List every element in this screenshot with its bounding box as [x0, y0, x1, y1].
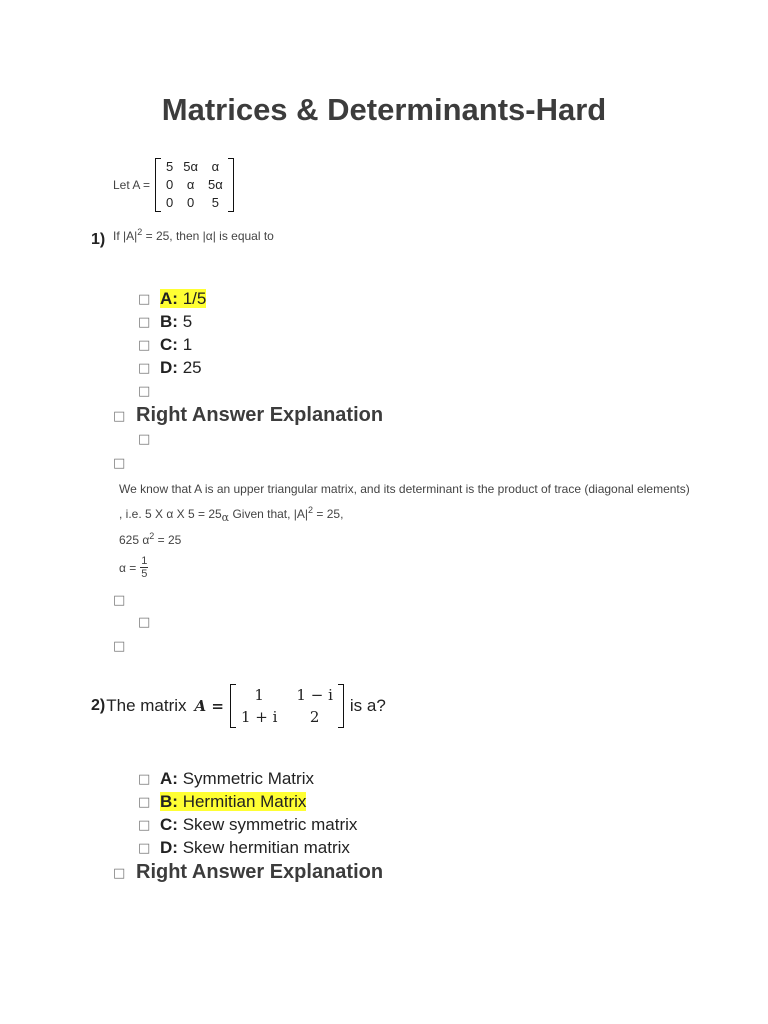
checkbox-icon[interactable]: □ [138, 338, 151, 353]
option-text: 1 [182, 335, 193, 354]
explanation-line-3 [119, 531, 181, 547]
option-d[interactable] [160, 358, 202, 378]
explanation-line-2-prefix: , i.e. 5 X α X 5 = 25 [119, 507, 222, 521]
checkbox-icon[interactable]: □ [138, 361, 151, 376]
option-letter: A: [160, 769, 178, 788]
matrix-cell: 5α [183, 159, 199, 174]
checkbox-icon[interactable]: □ [138, 315, 151, 330]
option-a[interactable] [160, 769, 314, 789]
explanation-alpha: α [221, 511, 230, 524]
option-text: 25 [182, 358, 202, 377]
matrix-definition [113, 156, 234, 214]
checkbox-icon: □ [113, 593, 126, 608]
page-title: Matrices & Determinants-Hard [161, 92, 607, 127]
explanation-line-3-prefix: 625 α [119, 533, 150, 547]
matrix-cell: α [186, 177, 195, 192]
explanation-exponent: 2 [308, 505, 314, 515]
checkbox-icon[interactable]: □ [138, 818, 151, 833]
option-letter: A: [160, 289, 178, 308]
explanation-line-2-mid: Given that, |A| [229, 507, 309, 521]
explanation-line-1: We know that A is an upper triangular matrix, and its determinant is the product of trace (diagonal elements) [119, 482, 690, 496]
question-2-number: 2) [91, 697, 106, 714]
option-letter: C: [160, 815, 178, 834]
q2-explanation-heading[interactable]: Right Answer Explanation [136, 861, 384, 883]
matrix-a [155, 158, 234, 212]
question-1-exponent: 2 [137, 227, 143, 237]
expand-icon[interactable]: □ [113, 409, 126, 424]
option-b-highlight [160, 792, 306, 811]
question-1-number: 1) [91, 231, 106, 248]
matrix-cell: 1 + i [240, 708, 278, 726]
option-letter: B: [160, 792, 178, 811]
option-text: 1/5 [182, 289, 207, 308]
matrix-cell: 0 [166, 195, 174, 210]
matrix-cell: 5α [208, 177, 223, 192]
matrix-cell: 0 [166, 177, 174, 192]
checkbox-icon: □ [138, 432, 151, 447]
explanation-line-3-suffix: = 25 [154, 533, 182, 547]
option-letter: B: [160, 312, 178, 331]
option-a[interactable] [160, 289, 206, 309]
q1-explanation-heading[interactable]: Right Answer Explanation [136, 404, 384, 426]
question-2-suffix: is a? [349, 696, 386, 715]
matrix-cell: 1 [254, 686, 264, 704]
matrix-cell: 1 − i [296, 686, 333, 704]
option-letter: D: [160, 358, 178, 377]
checkbox-icon[interactable]: □ [138, 772, 151, 787]
right-bracket [228, 158, 234, 212]
option-b[interactable] [160, 312, 192, 332]
question-2-prefix: The matrix [106, 696, 187, 715]
checkbox-icon[interactable]: □ [138, 795, 151, 810]
question-1-suffix: = 25, then |α| is equal to [142, 229, 274, 243]
option-a-highlight [160, 289, 206, 308]
option-c[interactable] [160, 335, 192, 355]
question-2 [91, 682, 386, 730]
matrix-cell: 2 [309, 708, 320, 726]
matrix-q2-table [236, 684, 338, 728]
option-text: 5 [182, 312, 193, 331]
matrix-cell: α [211, 159, 220, 174]
option-text: Skew hermitian matrix [182, 838, 350, 857]
fraction [140, 555, 148, 580]
matrix-a-label: A = [194, 697, 224, 715]
option-letter: D: [160, 838, 178, 857]
matrix-cell: 5 [211, 195, 220, 210]
checkbox-icon[interactable]: □ [138, 841, 151, 856]
matrix-q2 [230, 684, 344, 728]
question-1-text [113, 227, 274, 243]
question-1-prefix: If |A| [113, 229, 138, 243]
checkbox-icon: □ [113, 639, 126, 654]
let-a-label: Let A = [113, 178, 151, 192]
option-c[interactable] [160, 815, 357, 835]
checkbox-icon: □ [138, 615, 151, 630]
explanation-line-4 [119, 555, 148, 580]
checkbox-icon: □ [113, 456, 126, 471]
option-b[interactable] [160, 792, 306, 812]
explanation-line-2 [119, 505, 344, 524]
explanation-line-4-prefix: α = [119, 560, 137, 575]
option-letter: C: [160, 335, 178, 354]
expand-icon[interactable]: □ [113, 866, 126, 881]
explanation-exponent: 2 [149, 531, 155, 541]
right-bracket [338, 684, 344, 728]
matrix-cell: 0 [187, 195, 195, 210]
matrix-cell: 5 [166, 159, 174, 174]
option-text: Symmetric Matrix [182, 769, 314, 788]
option-text: Hermitian Matrix [182, 792, 307, 811]
checkbox-icon: □ [138, 384, 151, 399]
explanation-line-2-suffix: = 25, [313, 507, 344, 521]
option-text: Skew symmetric matrix [182, 815, 358, 834]
checkbox-icon[interactable]: □ [138, 292, 151, 307]
option-d[interactable] [160, 838, 350, 858]
fraction-numerator: 1 [141, 555, 148, 567]
matrix-a-table [161, 158, 228, 212]
fraction-denominator: 5 [141, 568, 148, 580]
